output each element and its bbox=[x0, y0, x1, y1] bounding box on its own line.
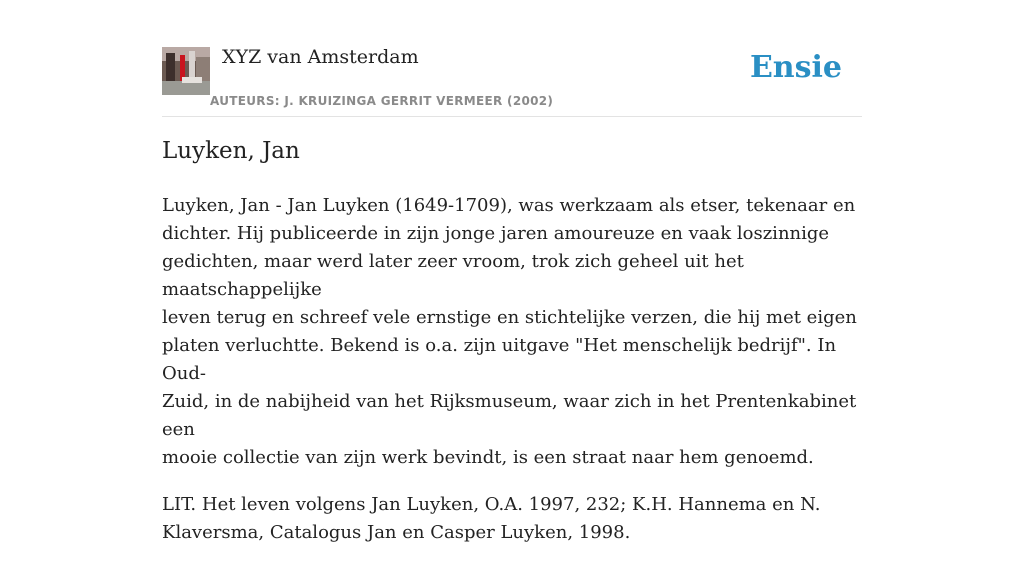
text-line: mooie collectie van zijn werk bevindt, is een straat naar hem genoemd. bbox=[162, 447, 814, 468]
book-cover-image bbox=[162, 47, 210, 95]
text-line: Klaversma, Catalogus Jan en Casper Luyken, 1998. bbox=[162, 522, 631, 543]
text-line: Luyken, Jan - Jan Luyken (1649-1709), was werkzaam als etser, tekenaar en bbox=[162, 195, 856, 216]
text-line: gedichten, maar werd later zeer vroom, trok zich geheel uit het maatschappelijke bbox=[162, 251, 744, 300]
text-line: LIT. Het leven volgens Jan Luyken, O.A. 1997, 232; K.H. Hannema en N. bbox=[162, 494, 821, 515]
entry-body bbox=[162, 192, 882, 566]
entry-title: Luyken, Jan bbox=[162, 138, 300, 164]
ensie-logo[interactable]: Ensie bbox=[749, 50, 842, 85]
entry-description bbox=[162, 192, 882, 472]
text-line: leven terug en schreef vele ernstige en stichtelijke verzen, die hij met eigen bbox=[162, 307, 857, 328]
header bbox=[162, 44, 862, 117]
book-title[interactable]: XYZ van Amsterdam bbox=[222, 46, 419, 68]
entry-literature bbox=[162, 491, 882, 547]
text-line: dichter. Hij publiceerde in zijn jonge jaren amoureuze en vaak loszinnige bbox=[162, 223, 830, 244]
book-cover-avatar[interactable] bbox=[162, 47, 210, 95]
book-authors: AUTEURS: J. KRUIZINGA GERRIT VERMEER (2002) bbox=[210, 94, 554, 108]
text-line: Zuid, in de nabijheid van het Rijksmuseum, waar zich in het Prentenkabinet een bbox=[162, 391, 857, 440]
text-line: platen verluchtte. Bekend is o.a. zijn uitgave "Het menschelijk bedrijf". In Oud- bbox=[162, 335, 837, 384]
